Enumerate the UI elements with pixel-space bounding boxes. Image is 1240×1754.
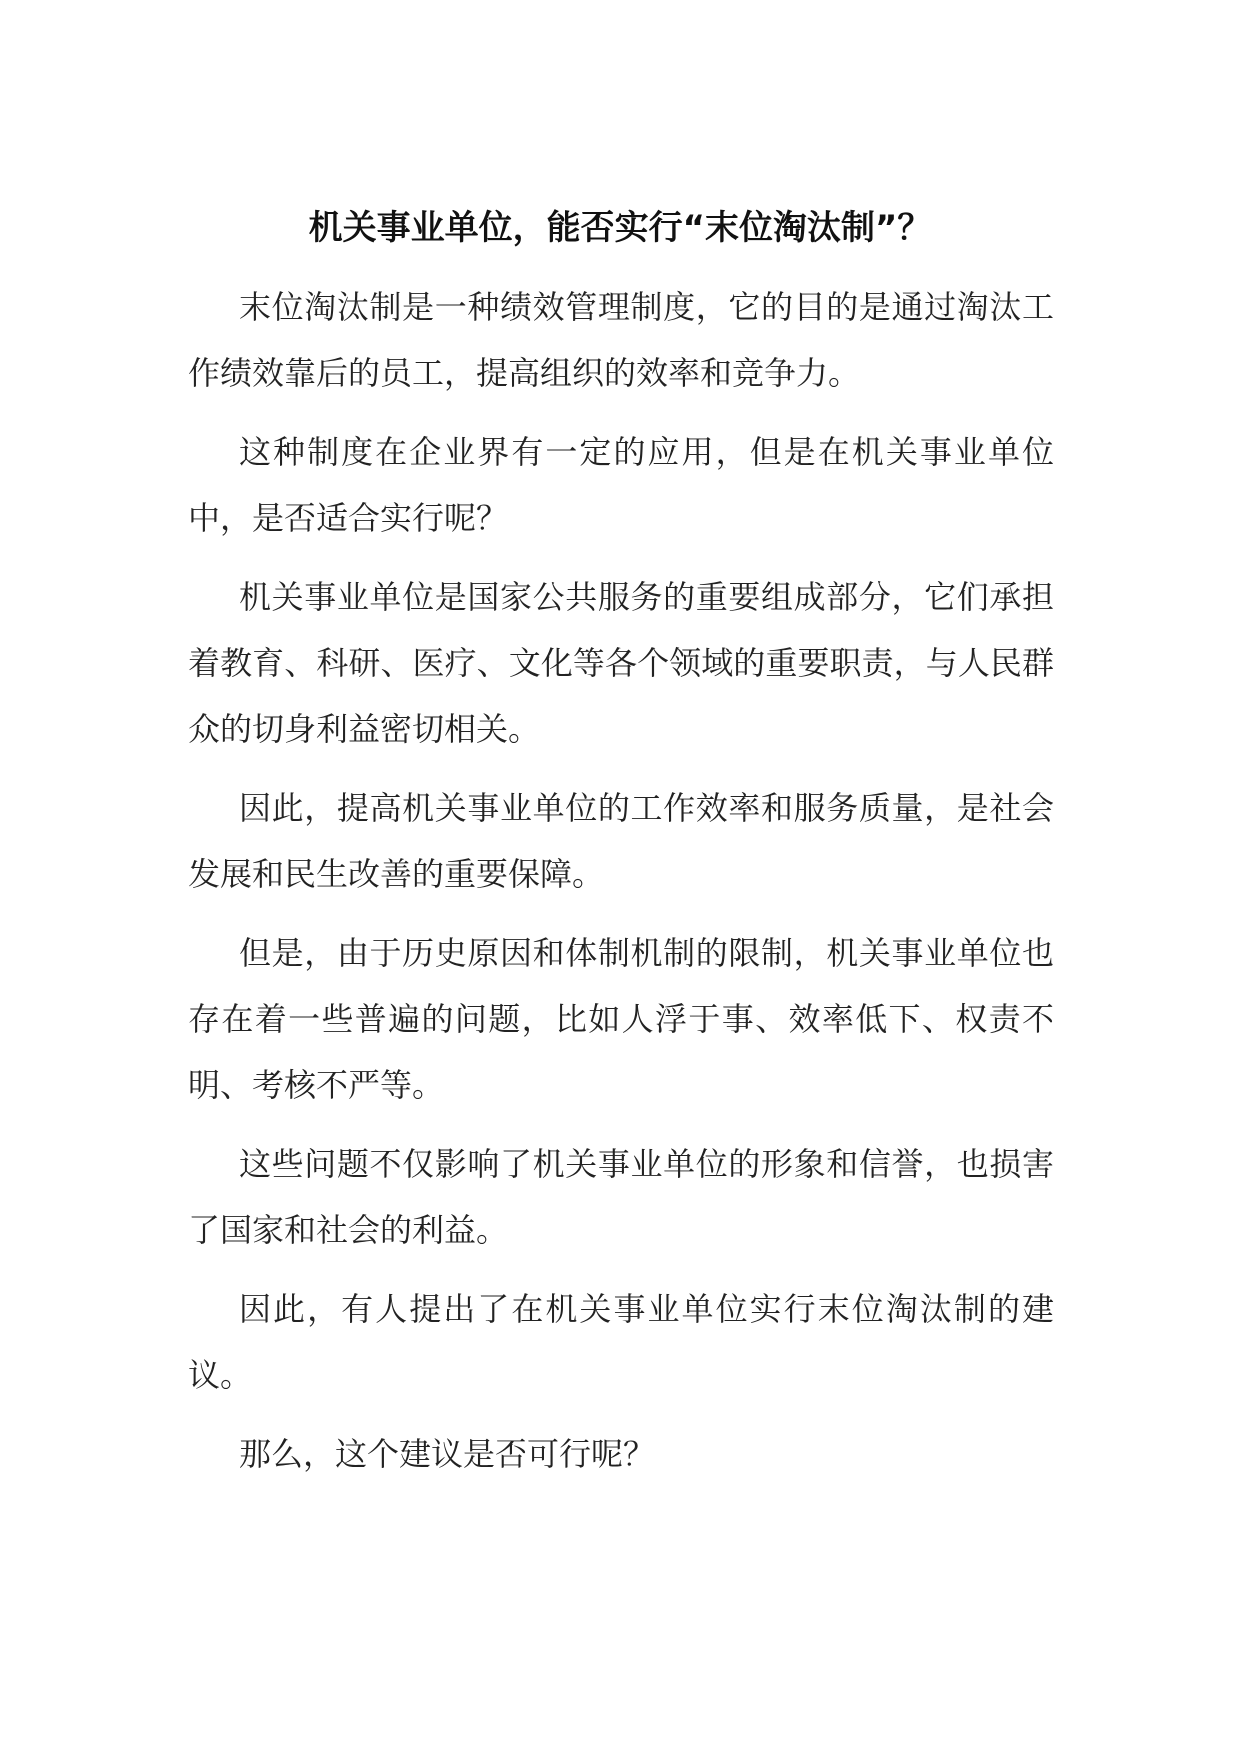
- paragraph-5: 但是，由于历史原因和体制机制的限制，机关事业单位也存在着一些普遍的问题，比如人浮于事、效率低下、权责不明、考核不严等。: [188, 934, 1054, 1104]
- paragraph-6: 这些问题不仅影响了机关事业单位的形象和信誉，也损害了国家和社会的利益。: [188, 1145, 1054, 1249]
- paragraph-7: 因此，有人提出了在机关事业单位实行末位淘汰制的建议。: [188, 1290, 1054, 1394]
- paragraph-2: 这种制度在企业界有一定的应用，但是在机关事业单位中，是否适合实行呢？: [188, 433, 1054, 537]
- paragraph-3: 机关事业单位是国家公共服务的重要组成部分，它们承担着教育、科研、医疗、文化等各个领域的重要职责，与人民群众的切身利益密切相关。: [188, 578, 1054, 748]
- paragraph-1: 末位淘汰制是一种绩效管理制度，它的目的是通过淘汰工作绩效靠后的员工，提高组织的效率和竞争力。: [188, 288, 1054, 392]
- document-title: 机关事业单位，能否实行“末位淘汰制”？: [308, 208, 932, 248]
- document-body: [188, 274, 1054, 1500]
- paragraph-8: 那么，这个建议是否可行呢？: [239, 1435, 656, 1473]
- paragraph-4: 因此，提高机关事业单位的工作效率和服务质量，是社会发展和民生改善的重要保障。: [188, 789, 1054, 893]
